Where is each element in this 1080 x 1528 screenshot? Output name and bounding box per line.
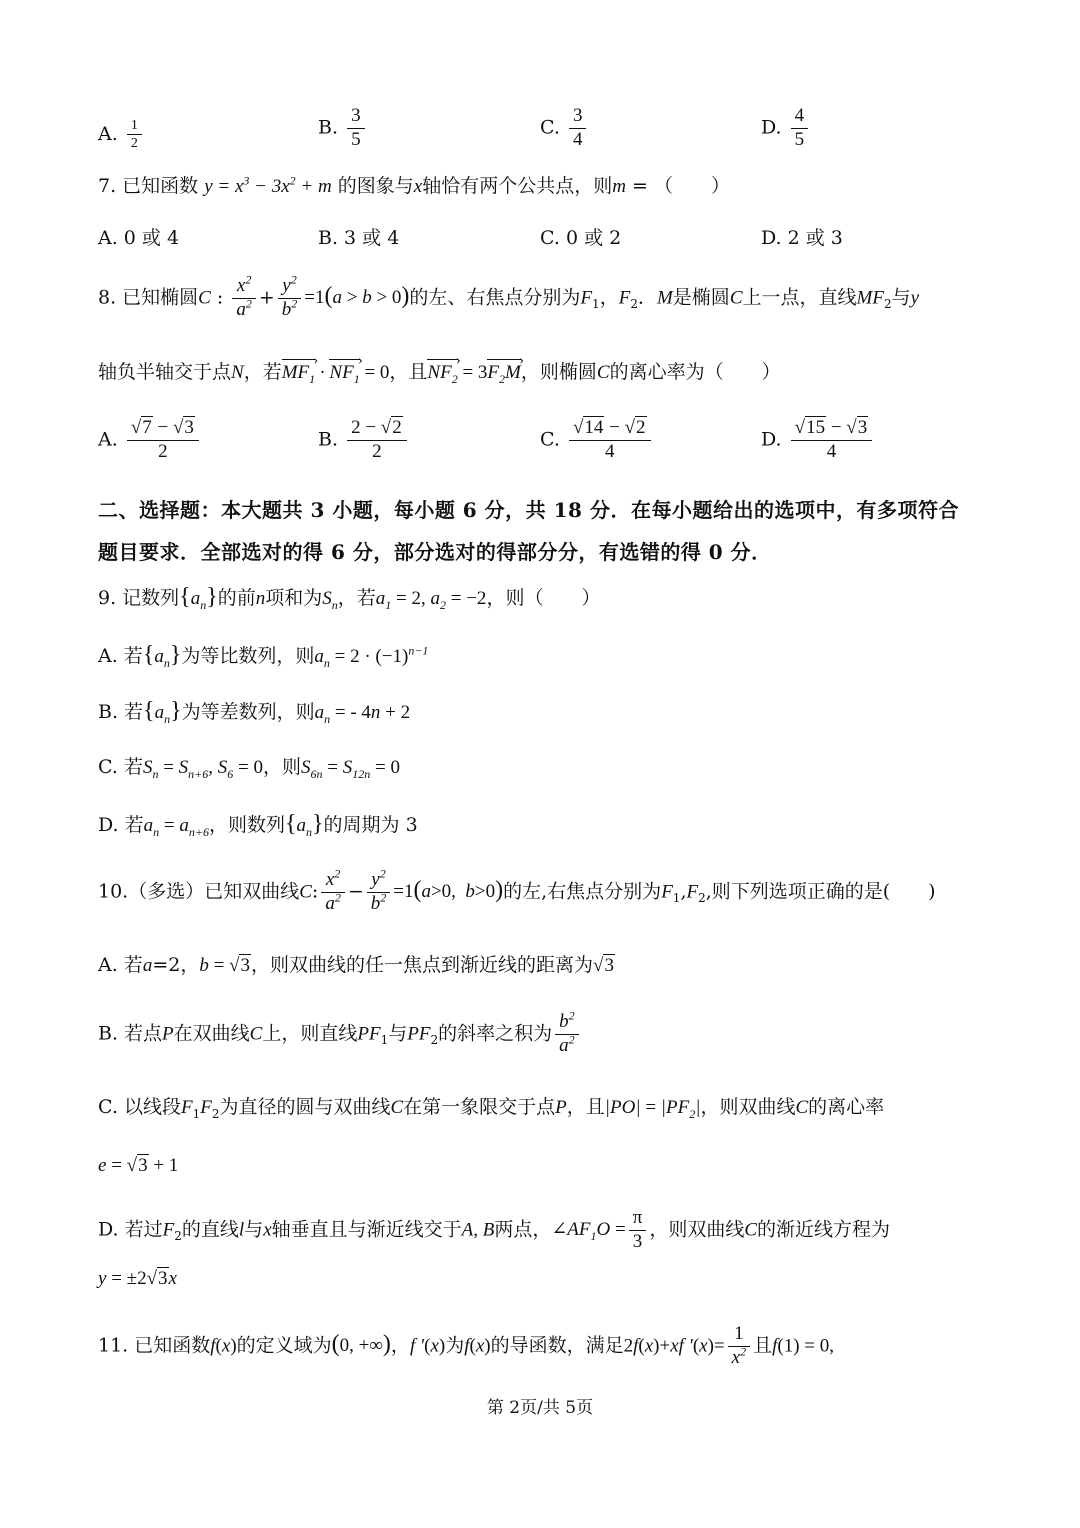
q10-text: ，则双曲线的任一焦点到渐近线的距离为 [250, 954, 593, 976]
q8-text: 是椭圆 [672, 286, 730, 309]
formula: f ′(x) [409, 1335, 446, 1357]
q10-text: ，且 [566, 1096, 605, 1118]
option-label: C. [540, 428, 560, 451]
fraction [569, 106, 587, 151]
q10-option-b: B. 若点P在双曲线C上，则直线$PF_1$与$PF_2$的斜率之积为 $\frac{b^2}{a^2}$ [98, 1012, 582, 1057]
q9-text: 为等差数列，则 [181, 701, 315, 723]
fraction [791, 418, 873, 463]
q10-text: =2， [152, 954, 200, 976]
q10-text: 在第一象限交于点 [403, 1096, 556, 1118]
q10-text: ,则下列选项正确的是( ) [705, 880, 936, 903]
var-C: C [596, 362, 610, 383]
q9-stem [98, 585, 600, 611]
q10-condition: =1(a>0, b>0) [393, 877, 504, 904]
option-label: C. [540, 116, 560, 139]
q10-text: 与 [388, 1022, 408, 1045]
var-MF2: MF [856, 287, 884, 309]
vector-equation-1: $MF_1$ › · $NF_1$ › = 0 [282, 362, 390, 383]
q10-text: 与 [244, 1218, 264, 1241]
denominator: $b^2$ [281, 296, 298, 320]
formula: f(1) = 0, [772, 1335, 835, 1357]
q9-text: 9. 记数列 [98, 587, 180, 609]
q9-text: 项和为 [265, 587, 323, 609]
q10-stem: 10.（多选）已知双曲线C: $\frac{x^2}{a^2}$ − $\frac{y^2}{b^2}$ =1(a>0, b>0)的左,右焦点分别为$F_1,F_2$,则下列选项正确的是( ) [98, 866, 936, 914]
q9-text: A. 若 [98, 645, 143, 667]
denominator: 4 [605, 440, 615, 462]
fraction [347, 106, 365, 151]
numerator: $y^2$ [367, 870, 391, 893]
option-label: D. [761, 116, 782, 139]
formula: $S_{6n} = S_{12n} = 0$ [301, 757, 400, 781]
q6-option-a [98, 118, 145, 152]
fraction [629, 1208, 647, 1253]
line-PF2: PF [407, 1023, 431, 1045]
q7-text: 轴恰有两个公共点，则 [422, 175, 613, 197]
q9-text: 为等比数列，则 [181, 645, 315, 667]
denominator: $a^2$ [236, 296, 252, 320]
line-PF1: PF [357, 1023, 381, 1045]
points-AB: A, B [461, 1219, 495, 1241]
q8-text: ，若 [243, 361, 282, 383]
q9-text: ，若 [337, 587, 376, 609]
denominator: $a^2$ [559, 1032, 575, 1056]
fraction [127, 418, 199, 463]
q10-text: 的直线 [181, 1218, 239, 1241]
fraction [127, 118, 142, 152]
fraction [728, 1324, 750, 1369]
formula: $S_n = S_{n+6}$, $S_6 = 0$ [142, 757, 263, 781]
page-footer: 第 2页/共 5页 [486, 1398, 594, 1418]
var-F1: F [580, 287, 593, 309]
sequence-an: $\{a_n\}$ [143, 698, 182, 726]
q10-text: 的渐近线方程为 [757, 1218, 891, 1241]
q10-option-c-line2 [98, 1153, 178, 1178]
var-Sn: $S_n$ [322, 588, 338, 612]
q10-text: 为直径的圆与双曲线 [219, 1096, 391, 1118]
q8-text: 的左、右焦点分别为 [409, 286, 581, 309]
numerator: π [629, 1208, 647, 1231]
numerator: 1 [127, 118, 142, 135]
q8-text: 8. 已知椭圆 [98, 286, 199, 309]
q8-text: ，且 [389, 361, 428, 383]
var-C: C [198, 287, 211, 309]
q10-text: ，则双曲线 [700, 1096, 796, 1118]
q7-option-b: B. 3 或 4 [318, 227, 400, 249]
formula: $a_n$ = - 4n + 2 [314, 702, 411, 726]
var-C: C [249, 1023, 263, 1045]
formula: 2f(x)+xf ′(x)= [623, 1335, 725, 1357]
q7-option-c: C. 0 或 2 [540, 227, 622, 249]
option-label: B. [318, 116, 339, 139]
numerator: √15 − √3 [791, 418, 873, 441]
q8-text: 上一点，直线 [742, 286, 857, 309]
option-label: A. [98, 428, 118, 451]
var-C: C [390, 1097, 404, 1118]
q6-option-b [318, 106, 368, 151]
denominator: $x^2$ [731, 1344, 747, 1368]
var-F2: F [162, 1219, 175, 1241]
var-C: C [795, 1097, 809, 1118]
sequence-an: $\{a_n\}$ [284, 811, 324, 839]
option-label: B. [318, 428, 339, 451]
q11-text: ， [390, 1334, 410, 1357]
q7-formula: $y = x^3 - 3x^2 + m$ [204, 173, 332, 197]
var-y: y [910, 287, 920, 309]
numerator: 3 [569, 106, 587, 129]
q9-option-c [98, 755, 400, 780]
formula: y = ±2√3x [98, 1268, 177, 1289]
var-a: a [142, 955, 153, 976]
q7-text: 的图象与 [337, 175, 414, 197]
var-l: l [238, 1219, 245, 1241]
denominator: 2 [158, 440, 168, 462]
numerator: $x^2$ [232, 276, 256, 299]
denominator: 2 [372, 440, 382, 462]
formula: b = √3 [199, 955, 250, 976]
q7-option-d: D. 2 或 3 [761, 227, 843, 249]
fraction [569, 418, 651, 463]
q9-text: ，则数列 [208, 814, 285, 836]
denominator: 4 [572, 128, 583, 150]
denominator: 5 [351, 128, 361, 150]
q10-text: B. 若点 [98, 1022, 163, 1045]
fraction [791, 106, 809, 151]
q9-text: B. 若 [98, 701, 144, 723]
var-x: x [413, 176, 423, 197]
q8-option-b [318, 418, 410, 463]
q10-text: A. 若 [98, 954, 143, 976]
numerator: 3 [347, 106, 365, 129]
numerator: 2 − √2 [347, 418, 407, 441]
q11-text: 为 [445, 1334, 465, 1357]
q10-option-d-line2 [98, 1266, 177, 1291]
numerator: √7 − √3 [127, 418, 199, 441]
var-C: C [744, 1219, 758, 1241]
q7-option-a: A. 0 或 4 [98, 227, 180, 249]
q9-text: 的周期为 3 [323, 814, 418, 836]
q10-text: 的左,右焦点分别为 [503, 880, 662, 903]
q11-text: 且 [753, 1334, 773, 1357]
q8-condition: =1(a > b > 0) [304, 283, 410, 310]
q10-text: 在双曲线 [173, 1022, 250, 1045]
q9-text: 的前 [217, 587, 256, 609]
denominator: $a^2$ [325, 890, 341, 914]
section-heading-line2: 题目要求．全部选对的得 6 分，部分选对的得部分分，有选错的得 0 分． [98, 540, 772, 564]
q11-text: 的定义域为 [236, 1334, 332, 1357]
q10-text: 轴垂直且与渐近线交于 [271, 1218, 462, 1241]
fraction [321, 866, 345, 915]
foci: F [661, 881, 673, 903]
numerator: $y^2$ [278, 276, 302, 299]
q10-option-d-line1: D. 若过$F_2$的直线l与x轴垂直且与渐近线交于A, B两点，$\angle AF_1O$ = $\frac{\pi}{3}$ ，则双曲线C的渐近线方程为 [98, 1207, 891, 1252]
formula: $a_n = 2 \cdot (-1)^{n-1}$ [314, 643, 429, 670]
sequence-an: $\{a_n\}$ [142, 642, 182, 670]
q9-text: D. 若 [98, 814, 144, 836]
numerator: 4 [791, 106, 809, 129]
q11-stem [98, 1324, 834, 1369]
q9-option-a [98, 643, 428, 669]
denominator: 3 [632, 1230, 643, 1252]
numerator: √14 − √2 [569, 418, 651, 441]
var-N: N [231, 362, 244, 383]
formula: f(x) [210, 1335, 237, 1357]
denominator: 2 [130, 136, 138, 152]
formula: $|PO| = |PF_2|$ [604, 1097, 701, 1121]
var-m: m [612, 176, 626, 197]
q11-text: 的导函数，满足 [490, 1334, 624, 1357]
q11-text: 11. 已知函数 [98, 1334, 211, 1357]
q8-option-c [540, 418, 654, 463]
denominator: $b^2$ [370, 890, 387, 914]
q8-text: 的离心率为（ ） [609, 361, 781, 383]
q9-text: C. 若 [98, 756, 143, 778]
var-C: C [729, 287, 743, 309]
fraction [347, 418, 407, 463]
option-label: D. [761, 428, 782, 451]
q8-text: 轴负半轴交于点 [98, 361, 232, 383]
q9-text: ，则（ ） [486, 587, 601, 609]
vector-equation-2: $NF_2$ › = $3F_2M$ › [427, 362, 520, 383]
formula: $\angle AF_1O$ = [551, 1219, 626, 1244]
var-P: P [162, 1023, 174, 1045]
q6-option-d [761, 106, 811, 151]
segment-F1F2: F [180, 1097, 193, 1118]
q10-text: 两点， [494, 1218, 552, 1241]
q10-text: D. 若过 [98, 1218, 163, 1241]
var-F2: F [618, 287, 631, 309]
q9-option-b [98, 699, 410, 725]
var-C: C [299, 881, 312, 903]
q9-option-d [98, 812, 418, 838]
var-P: P [555, 1097, 567, 1118]
var-x: x [263, 1219, 272, 1241]
fraction [555, 1008, 579, 1057]
sequence-an: $\{a_n\}$ [179, 584, 218, 612]
q10-text: 上，则直线 [262, 1022, 358, 1045]
fraction [232, 272, 256, 321]
q8-stem-line2 [98, 360, 781, 385]
var-M: M [656, 287, 673, 309]
denominator: 5 [794, 128, 805, 150]
fraction [367, 866, 391, 915]
domain: (0, +∞) [331, 1331, 391, 1358]
formula: e = √3 + 1 [98, 1155, 179, 1176]
q7-text: 7. 已知函数 [98, 175, 199, 197]
q8-option-d [761, 418, 875, 463]
q10-text: 的离心率 [808, 1096, 885, 1118]
q10-option-a [98, 953, 615, 978]
section-heading-line1: 二、选择题：本大题共 3 小题，每小题 6 分，共 18 分．在每小题给出的选项中，有多项符合 [98, 498, 959, 522]
q8-stem-line1: 8. 已知椭圆C : $\frac{x^2}{a^2}$ + $\frac{y^2}{b^2}$ =1(a > b > 0)的左、右焦点分别为$F_1$，$F_2$．M是椭圆C上一点，直线$MF_2$与y [98, 272, 920, 320]
numerator: $b^2$ [555, 1012, 579, 1035]
q9-condition: $a_1 = 2$, $a_2 = -2$ [375, 588, 487, 612]
q8-option-a [98, 418, 202, 463]
q8-text: 与 [891, 286, 911, 309]
formula: √3 [593, 955, 614, 976]
fraction [278, 272, 302, 321]
option-label: A. [98, 122, 118, 145]
q10-text: ，则双曲线 [649, 1218, 745, 1241]
q10-option-c-line1: C. 以线段$F_1F_2$为直径的圆与双曲线C在第一象限交于点P，且$|PO| = |PF_2|$，则双曲线C的离心率 [98, 1096, 885, 1121]
q10-text: 的斜率之积为 [438, 1022, 553, 1045]
numerator: 1 [728, 1324, 750, 1347]
numerator: $x^2$ [321, 870, 345, 893]
formula: f(x) [464, 1335, 491, 1357]
q6-option-c [540, 106, 589, 151]
denominator: 4 [826, 440, 837, 462]
formula: $a_n = a_{n+6}$ [143, 815, 209, 839]
q7-text: （ ） [653, 175, 730, 197]
var-n: n [255, 588, 266, 609]
q8-text: ，则椭圆 [520, 361, 597, 383]
q7-stem: 7. 已知函数 $y = x^3 - 3x^2 + m$ 的图象与x轴恰有两个公共点，则m = （ ） [98, 173, 730, 197]
q10-text: C. 以线段 [98, 1096, 181, 1118]
q10-text: 10.（多选）已知双曲线 [98, 880, 300, 903]
q9-text: ，则 [263, 756, 302, 778]
